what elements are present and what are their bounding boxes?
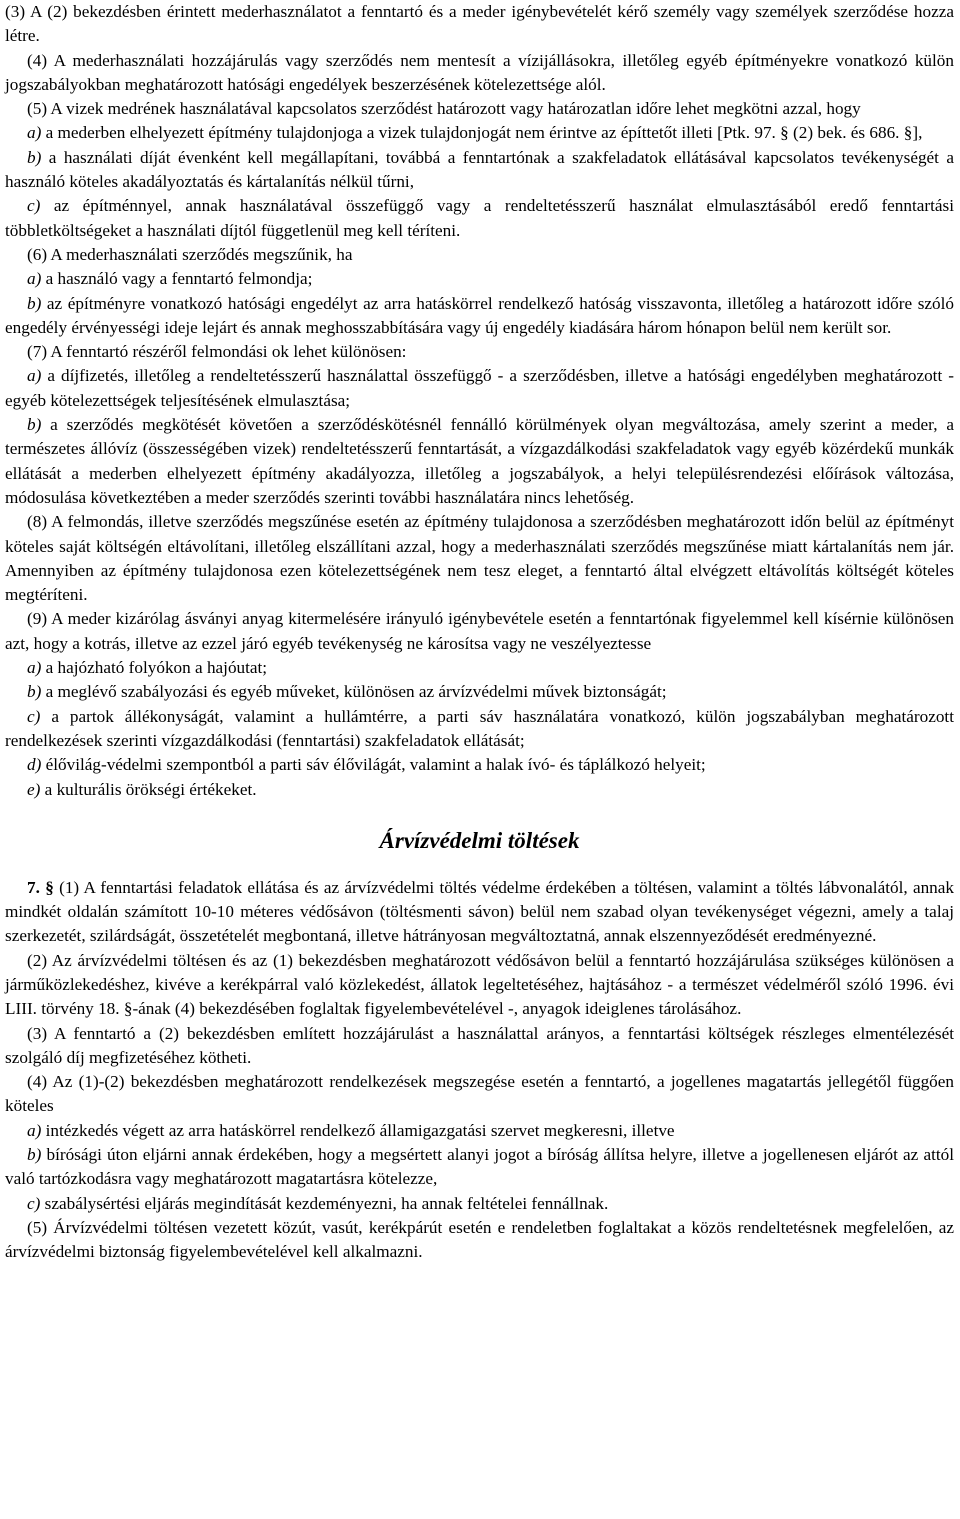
list-item [5, 680, 954, 704]
section-7-paragraph-4: (4) Az (1)-(2) bekezdésben meghatározott rendelkezések megszegése esetén a fenntartó, a jogellenes magatartás jellegétől függően köteles [5, 1072, 954, 1116]
item-text: a meglévő szabályozási és egyéb műveket, különösen az árvízvédelmi művek biztonságát; [41, 682, 667, 702]
item-label: b) [27, 1145, 42, 1165]
item-label: a) [27, 269, 42, 289]
list-item [5, 364, 954, 413]
item-label: a) [27, 658, 42, 678]
item-text: a hajózható folyókon a hajóutat; [41, 658, 268, 678]
item-text: a mederben elhelyezett építmény tulajdonjoga a vizek tulajdonjogát nem érintve az építtetőt illeti [Ptk. 97. § (2) bek. és 686. §], [41, 123, 923, 143]
list-item [5, 413, 954, 510]
paragraph-4: (4) A mederhasználati hozzájárulás vagy szerződés nem mentesít a vízijállásokra, illetőleg egyéb építményekre vonatkozó külön jogszabályokban meghatározott hatósági engedélyek beszerzésének kötelezettsége alól. [5, 50, 954, 94]
item-label: c) [27, 1193, 41, 1213]
item-label: a) [27, 123, 42, 143]
item-label: b) [27, 415, 42, 435]
paragraph-7: (7) A fenntartó részéről felmondási ok lehet különösen: [27, 342, 407, 362]
item-text: az építményre vonatkozó hatósági engedélyt az arra hatáskörrel rendelkező hatóság visszavonta, illetőleg a határozott időre szóló engedély érvényességi ideje lejárt és annak meghosszabbítására vagy új engedély kiadására három hónapon belül nem került sor. [5, 293, 954, 337]
paragraph-9: (9) A meder kizárólag ásványi anyag kitermelésére irányuló igénybevétele esetén a fenntartónak figyelemmel kell kísérnie különösen azt, hogy a kotrás, illetve az ezzel járó egyéb tevékenység ne károsítsa vagy ne veszélyeztesse [5, 609, 954, 653]
item-label: c) [27, 196, 41, 216]
section-text: (1) A fenntartási feladatok ellátása és az árvízvédelmi töltés védelme érdekében a töltésen, valamint a töltés lábvonalától, annak mindkét oldalán számított 10-10 méteres védősávon (töltésmenti sávon) belül nem szabad olyan tevékenységet végezni, amely a talaj szerkezetét, szilárdságát, összetételét megbontaná, illetve hátrányosan megváltoztatná, annak elszennyeződését eredményezné. [5, 877, 954, 946]
paragraph-6: (6) A mederhasználati szerződés megszűnik, ha [27, 244, 353, 264]
item-label: e) [27, 779, 41, 799]
paragraph-5: (5) A vizek medrének használatával kapcsolatos szerződést határozott vagy határozatlan időre lehet megkötni azzal, hogy [27, 99, 861, 119]
list-item [5, 656, 954, 680]
list-item [5, 194, 954, 243]
list-item [5, 778, 954, 802]
item-text: élővilág-védelmi szempontból a parti sáv élővilágát, valamint a halak ívó- és táplálkozó helyeit; [41, 755, 706, 775]
paragraph-3: (3) A (2) bekezdésben érintett mederhasználatot a fenntartó és a meder igénybevételét kérő személy vagy személyek szerződése hozza létre. [5, 2, 954, 46]
item-label: a) [27, 366, 42, 386]
item-text: a használó vagy a fenntartó felmondja; [41, 269, 313, 289]
item-text: a használati díját évenként kell megállapítani, továbbá a fenntartónak a szakfeladatok ellátásával kapcsolatos tevékenységét a használó köteles akadályoztatás és kártalanítás nélkül tűrni, [5, 147, 954, 192]
item-text: bírósági úton eljárni annak érdekében, hogy a megsértett alanyi jogot a bíróság állítsa helyre, illetve a jogellenesen eljárót az attól való tartózkodásra vagy meghatározott magatartásra kötelezze, [5, 1145, 954, 1189]
item-text: a díjfizetés, illetőleg a rendeltetésszerű használattal összefüggő - a szerződésben, illetve a hatósági engedélyben meghatározott - egyéb kötelezettségek teljesítésének elmulasztása; [5, 366, 954, 410]
list-item [5, 1119, 954, 1143]
section-7-paragraph-3: (3) A fenntartó a (2) bekezdésben említett hozzájárulást a használattal arányos, a fenntartási költségek részleges elmentélezését szolgáló díj megfizetéséhez kötheti. [5, 1023, 954, 1067]
item-label: c) [27, 706, 41, 726]
section-7-paragraph-1 [5, 876, 954, 949]
item-label: b) [27, 293, 42, 313]
item-text: intézkedés végett az arra hatáskörrel rendelkező államigazgatási szervet megkeresni, illetve [41, 1120, 675, 1140]
item-label: b) [27, 147, 42, 167]
item-text: a szerződés megkötését követően a szerződéskötésnél fennálló körülmények olyan megváltozása, amely szerint a meder, a természetes állóvíz (összességében vizek) rendeltetésszerű fenntartását, a vízgazdálkodási szakfeladatok vagy egyéb közérdekű munkák ellátását a mederben elhelyezett építmény akadályozza, illetőleg a jogszabályok, a helyi településrendezési előírások változása, módosulása következtében a meder szerződés szerinti további használatára nincs lehetőség. [5, 415, 954, 507]
item-label: a) [27, 1120, 42, 1140]
section-7-paragraph-5: (5) Árvízvédelmi töltésen vezetett közút, vasút, kerékpárút esetén e rendeletben foglaltakat a közös rendeltetésnek megfelelően, az árvízvédelmi biztonság figyelembevételével kell alkalmazni. [5, 1217, 954, 1262]
list-item [5, 146, 954, 195]
item-label: b) [27, 682, 42, 702]
list-item [5, 292, 954, 341]
item-text: a kulturális örökségi értékeket. [40, 779, 257, 799]
list-item [5, 753, 954, 777]
item-text: szabálysértési eljárás megindítását kezdeményezni, ha annak feltételei fennállnak. [40, 1193, 609, 1213]
list-item [5, 1192, 954, 1216]
section-heading: Árvízvédelmi töltések [379, 827, 580, 853]
list-item [5, 267, 954, 291]
list-item [5, 121, 954, 145]
paragraph-8: (8) A felmondás, illetve szerződés megszűnése esetén az építmény tulajdonosa a szerződésben meghatározott időn belül az építményt köteles saját költségén eltávolítani, illetőleg elszállítani azzal, hogy a mederhasználati szerződés megszűnése miatt kártalanítás nem jár. Amennyiben az építmény tulajdonosa ezen kötelezettségének nem tesz eleget, a fenntartó által elvégzett eltávolítás költségét köteles megtéríteni. [5, 512, 954, 605]
section-7-paragraph-2: (2) Az árvízvédelmi töltésen és az (1) bekezdésben meghatározott védősávon belül a fenntartó hozzájárulása szükséges különösen a járműközlekedéshez, kivéve a kerékpárral való közlekedést, állatok legeltetéséhez, hajtásához - a természet védelméről szóló 1996. évi LIII. törvény 18. §-ának (4) bekezdésében foglaltak figyelembevételével -, anyagok ideiglenes tárolásához. [5, 950, 954, 1019]
list-item [5, 1143, 954, 1192]
item-text: az építménnyel, annak használatával összefüggő vagy a rendeltetésszerű használat elmulasztásából eredő fenntartási többletköltségeket a használati díjtól függetlenül meg kell téríteni. [5, 196, 954, 240]
item-label: d) [27, 755, 42, 775]
list-item [5, 705, 954, 754]
item-text: a partok állékonyságát, valamint a hullámtérre, a parti sáv használatára vonatkozó, külön jogszabályban meghatározott rendelkezések szerinti vízgazdálkodási (fenntartási) szakfeladatok ellátását; [5, 706, 954, 750]
section-number: 7. § [27, 877, 54, 897]
